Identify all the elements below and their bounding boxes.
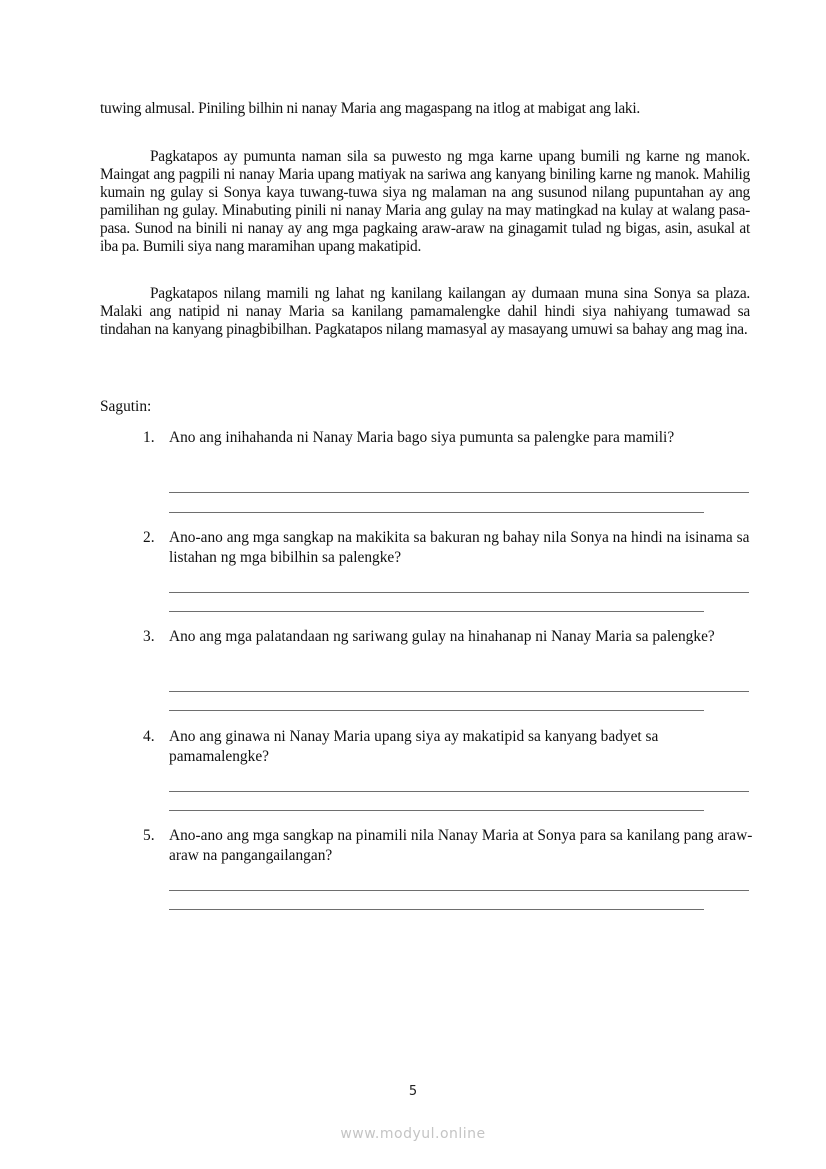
answer-line-4a[interactable] [169, 791, 749, 792]
question-4 [143, 727, 753, 767]
watermark: www.modyul.online [340, 1126, 486, 1142]
questions-label: Sagutin: [100, 398, 152, 415]
question-text: Ano ang inihahanda ni Nanay Maria bago siya pumunta sa palengke para mamili? [169, 429, 675, 446]
question-number: 4. [143, 728, 155, 745]
story-paragraph-1: tuwing almusal. Piniling bilhin ni nanay Maria ang magaspang na itlog at mabigat ang laki. [100, 100, 641, 117]
question-2 [143, 528, 753, 568]
answer-line-5b[interactable] [169, 909, 704, 910]
answer-line-3b[interactable] [169, 710, 704, 711]
question-text: Ano ang mga palatandaan ng sariwang gulay na hinahanap ni Nanay Maria sa palengke? [169, 628, 715, 645]
question-text: Ano-ano ang mga sangkap na makikita sa bakuran ng bahay nila Sonya na hindi na isinama sa listahan ng mga bibilhin sa palengke? [169, 529, 750, 566]
answer-line-2a[interactable] [169, 592, 749, 593]
question-5 [143, 826, 753, 866]
question-text: Ano-ano ang mga sangkap na pinamili nila Nanay Maria at Sonya para sa kanilang pang araw-araw na pangangailangan? [169, 827, 753, 864]
question-number: 1. [143, 429, 155, 446]
question-number: 2. [143, 529, 155, 546]
question-1 [143, 428, 753, 448]
answer-line-1a[interactable] [169, 492, 749, 493]
answer-line-1b[interactable] [169, 512, 704, 513]
story-paragraph-3: Pagkatapos nilang mamili ng lahat ng kanilang kailangan ay dumaan muna sina Sonya sa plaza. Malaki ang natipid ni nanay Maria sa kanilang pamamalengke dahil hindi siya nahiyang tumawad sa tindahan na kanyang pinagbibilhan. Pagkatapos nilang mamasyal ay masayang umuwi sa bahay ang mag ina. [100, 285, 750, 338]
answer-line-2b[interactable] [169, 611, 704, 612]
story-paragraph-2: Pagkatapos ay pumunta naman sila sa puwesto ng mga karne upang bumili ng karne ng manok. Maingat ang pagpili ni nanay Maria upang matiyak na sariwa ang kanyang biniling karne ng manok. Mahilig kumain ng gulay si Sonya kaya tuwang-tuwa siya ng malaman na ang susunod nilang pupuntahan ay ang pamilihan ng gulay. Minabuting pinili ni nanay Maria ang gulay na may matingkad na kulay at walang pasa-pasa. Sunod na binili ni nanay ay ang mga pagkaing araw-araw na ginagamit tulad ng bigas, asin, asukal at iba pa. Bumili siya nang maramihan upang makatipid. [100, 148, 750, 255]
answer-line-4b[interactable] [169, 810, 704, 811]
answer-line-5a[interactable] [169, 890, 749, 891]
page-number: 5 [408, 1084, 418, 1099]
answer-line-3a[interactable] [169, 691, 749, 692]
question-3 [143, 627, 753, 647]
question-number: 3. [143, 628, 155, 645]
question-number: 5. [143, 827, 155, 844]
question-text: Ano ang ginawa ni Nanay Maria upang siya ay makatipid sa kanyang badyet sa pamamalengke? [169, 728, 659, 765]
